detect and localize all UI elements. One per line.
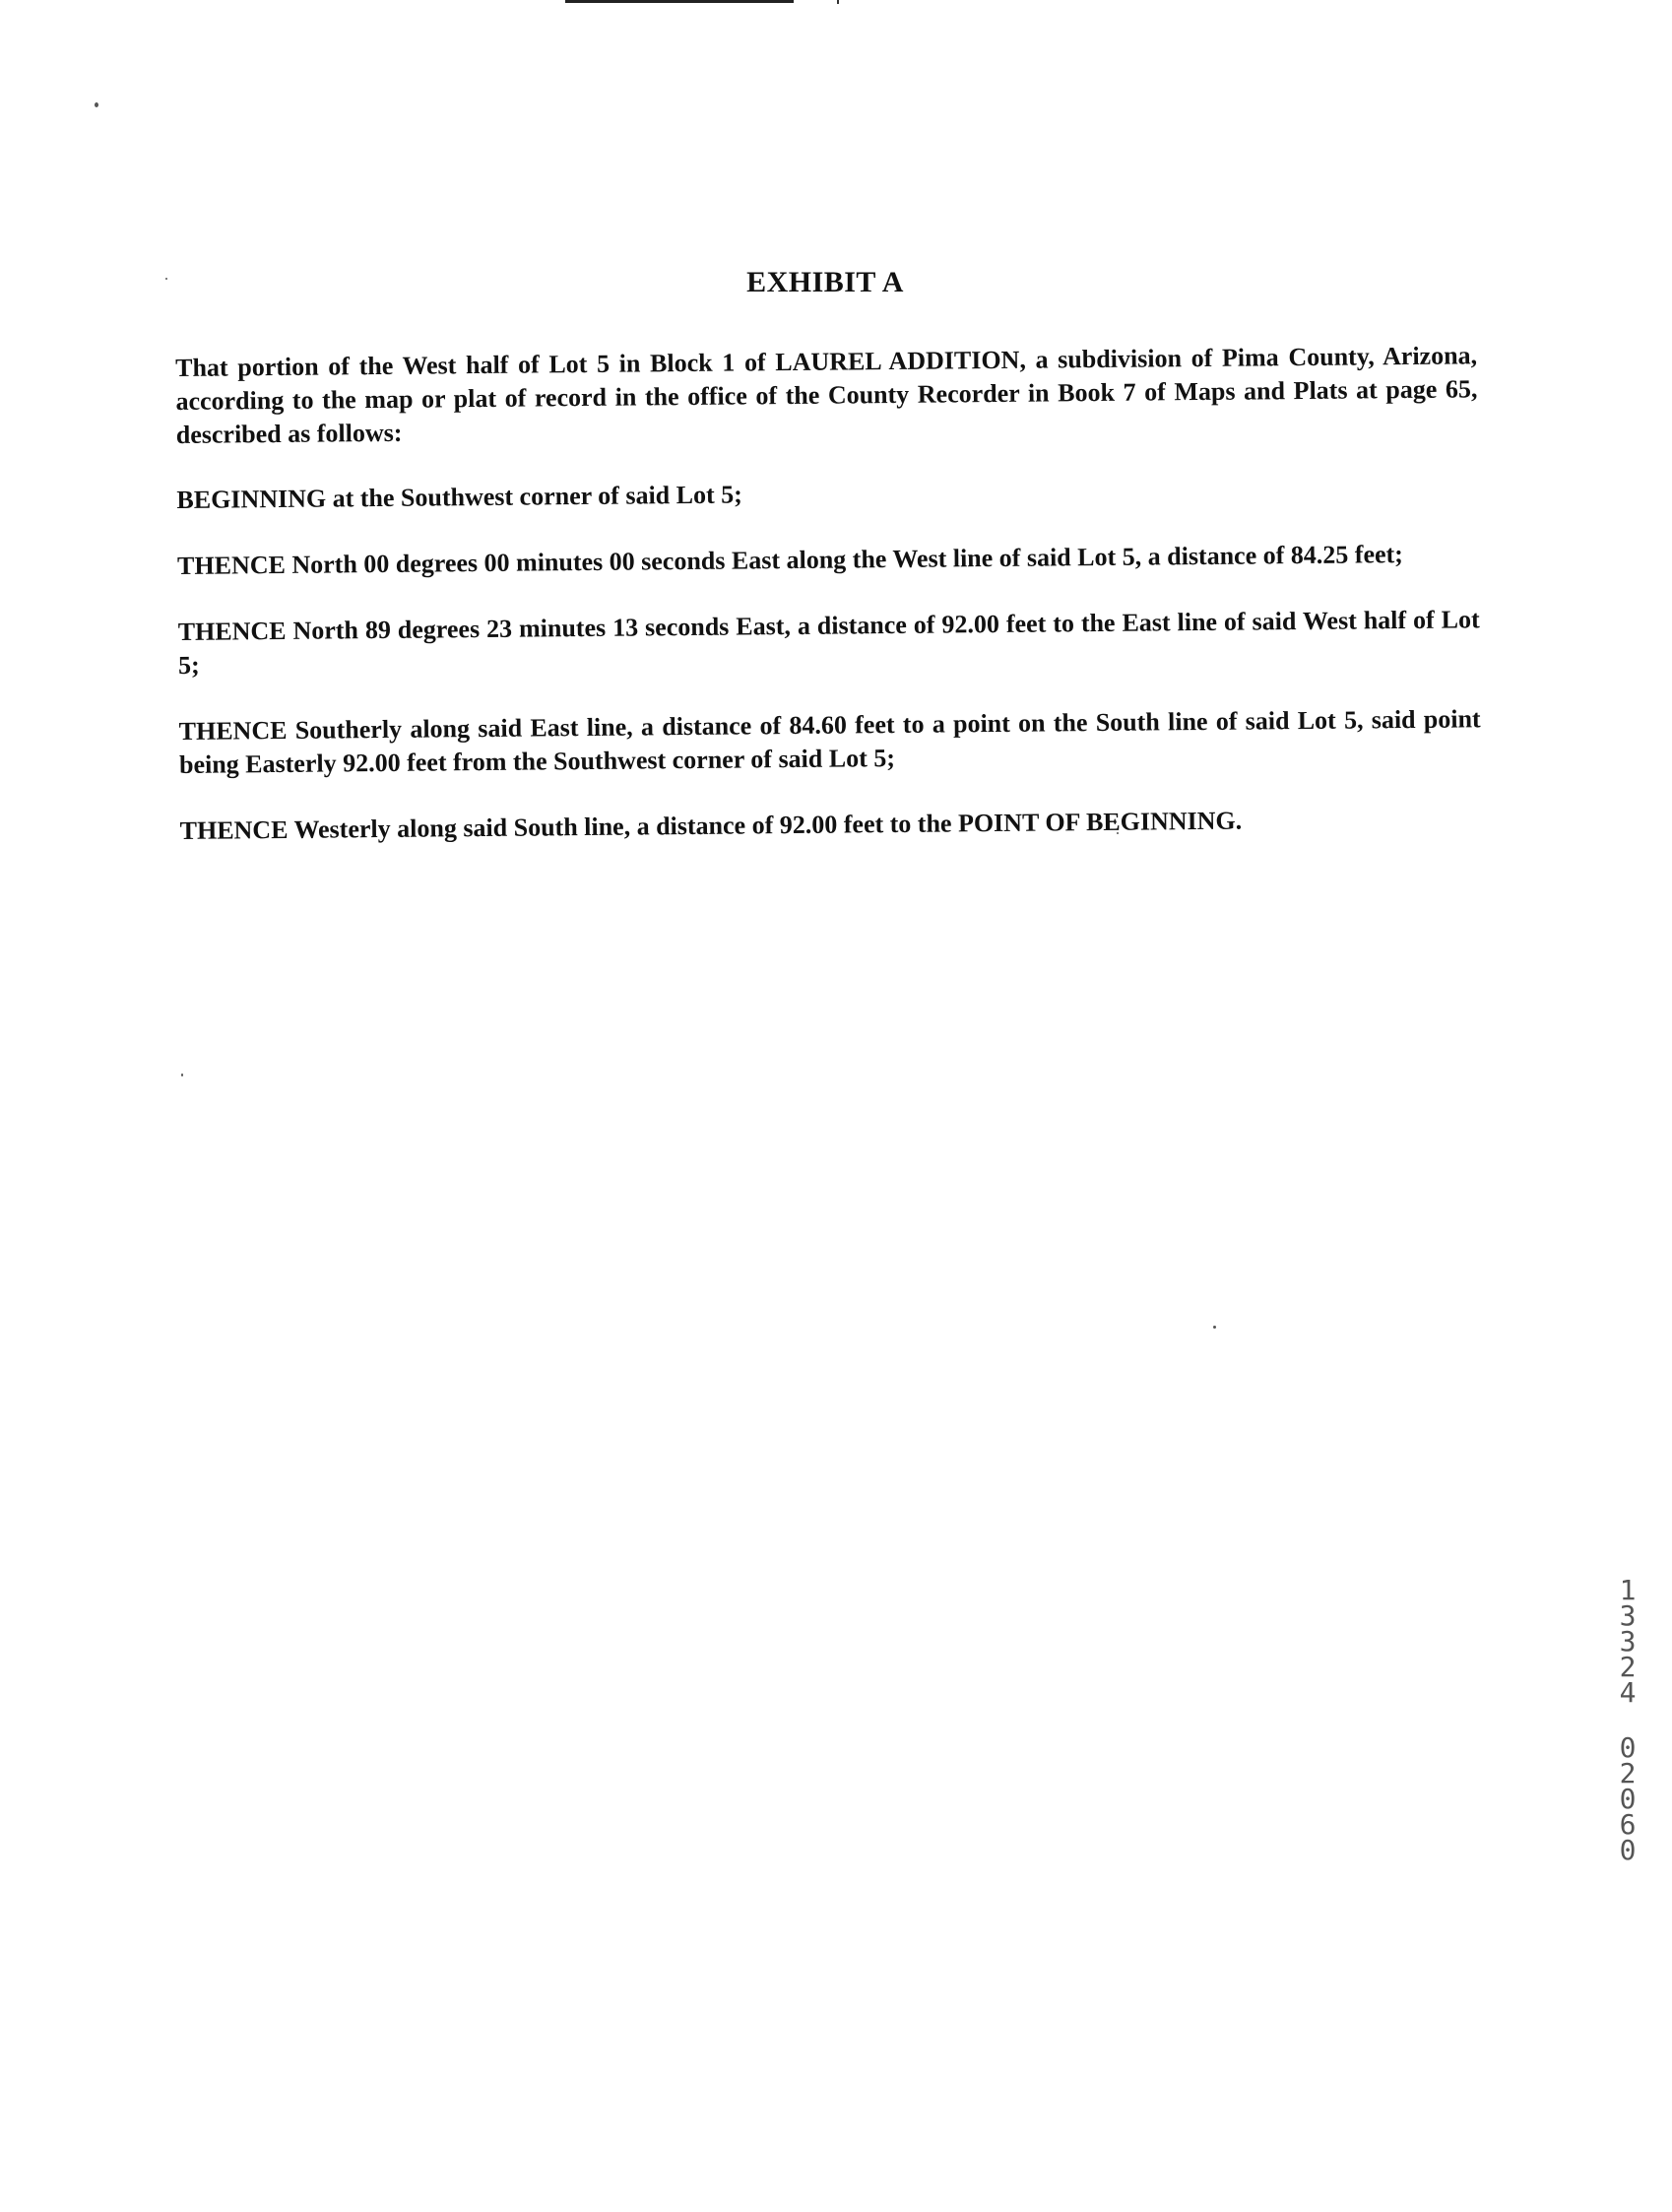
- top-edge-mark: [837, 0, 839, 4]
- stamp-digit: 2: [1619, 1651, 1637, 1683]
- stamp-digit: 6: [1619, 1808, 1637, 1841]
- stamp-digit: 0: [1619, 1834, 1637, 1866]
- scan-speck: [95, 102, 98, 107]
- stamp-digit: 3: [1619, 1599, 1637, 1632]
- course-1-paragraph: THENCE North 00 degrees 00 minutes 00 seconds East along the West line of said Lot 5, a distance of 84.25 feet;: [176, 540, 1404, 580]
- course-4-paragraph: THENCE Westerly along said South line, a distance of 92.00 feet to the POINT OF BEGINNING.: [179, 806, 1243, 845]
- course-3-paragraph: THENCE Southerly along said East line, a distance of 84.60 feet to a point on the South line of said Lot 5, said point being Easterly 92.00 feet from the Southwest corner of said Lot 5;: [178, 704, 1481, 779]
- stamp-digit: 1: [1619, 1574, 1637, 1606]
- point-of-beginning-paragraph: BEGINNING at the Southwest corner of said Lot 5;: [176, 480, 742, 514]
- parcel-description-paragraph: That portion of the West half of Lot 5 in Block 1 of LAUREL ADDITION, a subdivision of Pima County, Arizona, according to the map or plat of record in the office of the County Recorder in Book 7 of Maps and Plats at page 65, described as follows:: [175, 341, 1478, 449]
- course-2-paragraph: THENCE North 89 degrees 23 minutes 13 seconds East, a distance of 92.00 feet to the East line of said West half of Lot 5;: [177, 605, 1480, 680]
- legal-description: [175, 339, 1482, 880]
- scan-speck: [1213, 1326, 1216, 1329]
- top-edge-rule: [565, 0, 794, 3]
- scan-speck: [181, 1073, 183, 1076]
- stamp-digit: 2: [1619, 1757, 1637, 1789]
- recording-number-stamp: [1613, 1574, 1642, 1866]
- stamp-digit: 0: [1619, 1731, 1637, 1764]
- stamp-digit: 3: [1619, 1625, 1637, 1658]
- stamp-digit: 0: [1619, 1783, 1637, 1815]
- stamp-digit: 4: [1619, 1676, 1637, 1709]
- exhibit-title: EXHIBIT A: [746, 266, 904, 298]
